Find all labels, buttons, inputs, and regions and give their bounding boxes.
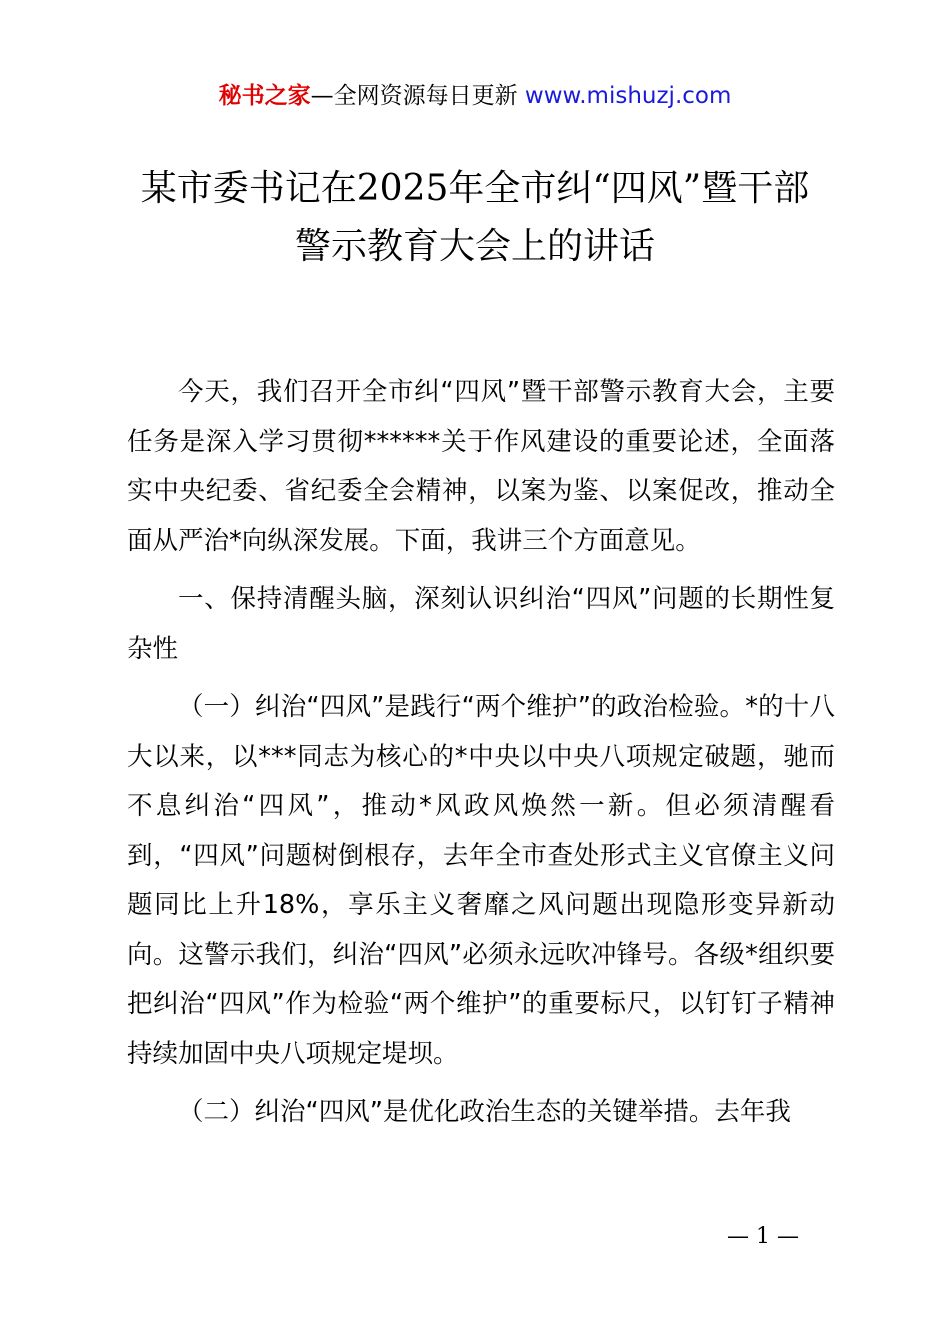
- subsection-paragraph-2: （二）纠治“四风”是优化政治生态的关键举措。去年我: [178, 1097, 791, 1127]
- intro-paragraph: 今天，我们召开全市纠“四风”暨干部警示教育大会，主要任务是深入学习贯彻******关于作风建设的重要论述，全面落实中央纪委、省纪委全会精神，以案为鉴、以案促改，推动全面从严治*向纵深发展。下面，我讲三个方面意见。: [127, 377, 835, 556]
- title-line-2: 警示教育大会上的讲话: [294, 226, 655, 267]
- site-url-link[interactable]: www.mishuzj.com: [524, 83, 732, 109]
- document-body: [127, 368, 835, 1147]
- section-heading-1: 一、保持清醒头脑，深刻认识纠治“四风”问题的长期性复杂性: [127, 584, 835, 664]
- document-title: [0, 160, 950, 276]
- title-line-1: 某市委书记在2025年全市纠“四风”暨干部: [140, 168, 810, 209]
- brand-name: 秘书之家: [218, 83, 311, 109]
- page-number: — 1 —: [727, 1224, 799, 1249]
- header-tagline: —全网资源每日更新: [310, 83, 518, 109]
- subsection-paragraph-1: （一）纠治“四风”是践行“两个维护”的政治检验。*的十八大以来，以***同志为核心的*中央以中央八项规定破题，驰而不息纠治“四风”，推动*风政风焕然一新。但必须清醒看到，“四风”问题树倒根存，去年全市查处形式主义官僚主义问题同比上升18%，享乐主义奢靡之风问题出现隐形变异新动向。这警示我们，纠治“四风”必须永远吹冲锋号。各级*组织要把纠治“四风”作为检验“两个维护”的重要标尺，以钉钉子精神持续加固中央八项规定堤坝。: [127, 692, 835, 1069]
- header-banner: [0, 80, 950, 112]
